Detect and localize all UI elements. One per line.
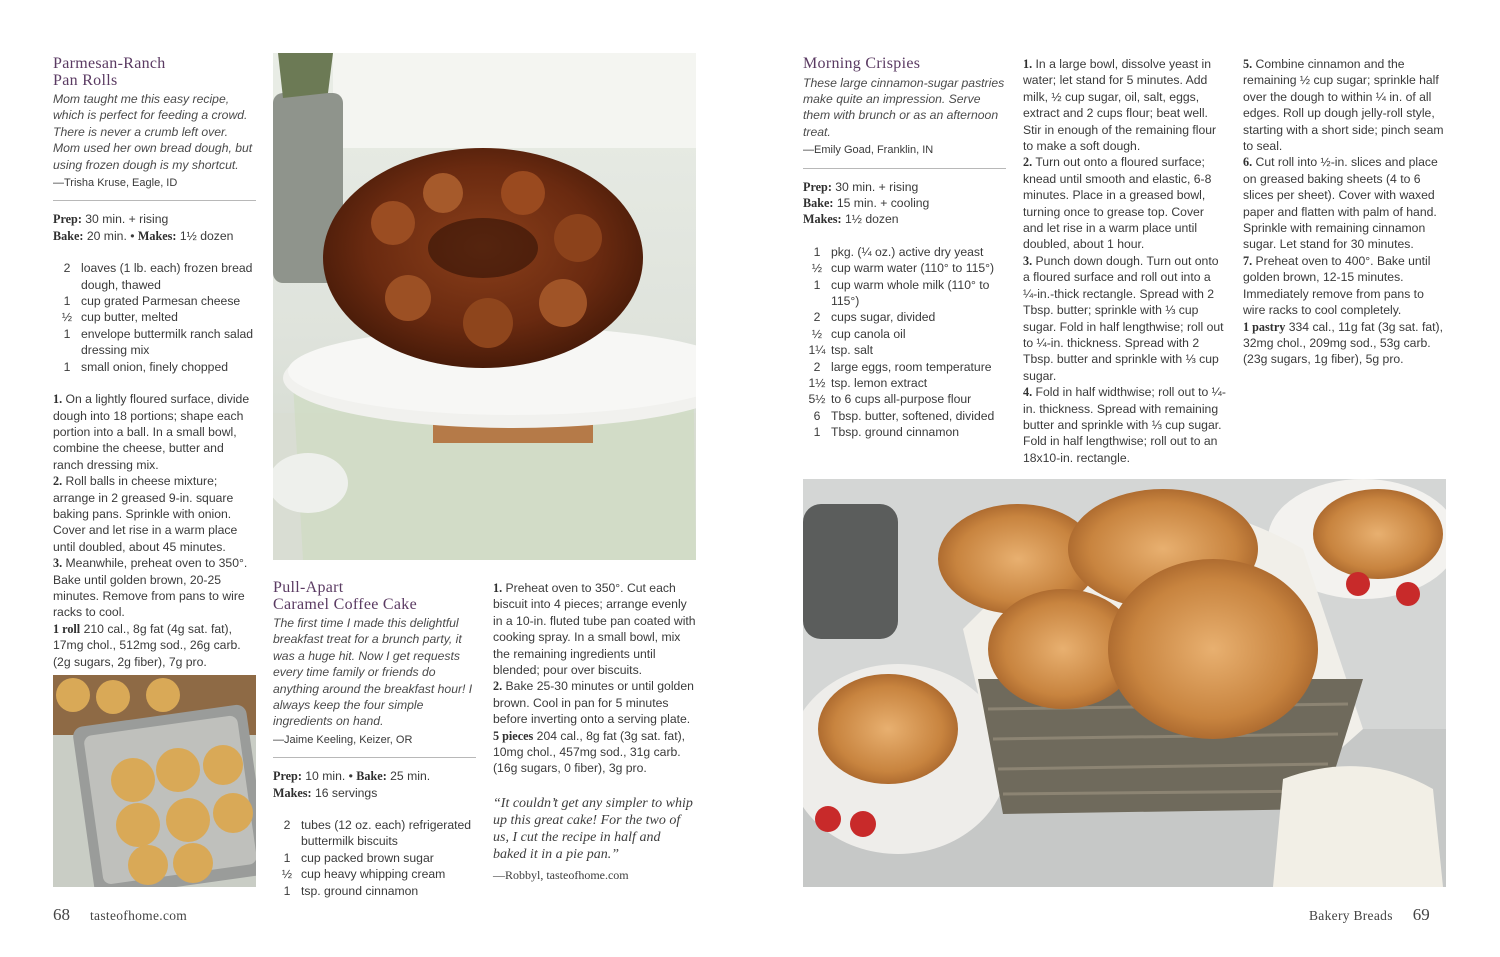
step-text: Punch down dough. Turn out onto a floured surface and roll out into a ¼-in.-thick rectangle. Spread with 2 Tbsp. butter; sprinkle with ⅓ cup sugar. Fold in half lengthwise; roll out to ¼-in. thickness. Spread with 2 Tbsp. butter and sprinkle with ⅓ cup sugar. xyxy=(1023,253,1224,383)
recipe-parmesan-ranch-rolls xyxy=(53,56,256,670)
step-number: 2. xyxy=(53,474,63,489)
prep-label: Prep: xyxy=(803,179,832,194)
step xyxy=(53,391,256,473)
nutrition-label: 1 pastry xyxy=(1243,319,1286,334)
ingredient-item xyxy=(53,359,256,375)
ingredient-item xyxy=(803,244,1006,260)
recipe-author: —Jaime Keeling, Keizer, OR xyxy=(273,733,413,746)
recipe-intro: Mom taught me this easy recipe, which is perfect for feeding a crowd. There is never a crumb left over. Mom used her own bread dough, but using frozen dough is my shortcut. xyxy=(53,92,253,172)
step-number: 3. xyxy=(1023,253,1033,268)
step xyxy=(1023,56,1226,154)
ingredient-list xyxy=(53,260,256,375)
prep-time: 10 min. • xyxy=(305,769,353,784)
recipe-title-line: Parmesan-Ranch xyxy=(53,55,166,72)
ingredient-text: small onion, finely chopped xyxy=(81,359,229,374)
ingredient-qty: 1 xyxy=(63,294,71,309)
reader-quote: “It couldn’t get any simpler to whip up this great cake! For the two of us, I cut the recipe in half and baked it in a pie pan.” xyxy=(493,795,693,862)
ingredient-qty: ½ xyxy=(281,867,293,882)
ingredient-item xyxy=(803,309,1006,325)
ingredient-qty: 1 xyxy=(813,244,821,259)
divider xyxy=(53,200,256,201)
ingredient-qty: 1 xyxy=(63,359,71,374)
step-number: 2. xyxy=(493,679,503,694)
step-number: 1. xyxy=(1023,57,1033,71)
bake-label: Bake: xyxy=(356,769,387,784)
bake-label: Bake: xyxy=(53,228,84,243)
nutrition-text: 210 cal., 8g fat (4g sat. fat), 17mg chol., 512mg sod., 26g carb. (2g sugars, 2g fiber), 7g pro. xyxy=(53,621,241,669)
ingredient-qty: 2 xyxy=(813,310,821,325)
nutrition-label: 5 pieces xyxy=(493,728,534,743)
photo-morning-crispies xyxy=(803,479,1446,887)
ingredient-qty: ½ xyxy=(811,326,823,341)
recipe-title-line: Pan Rolls xyxy=(53,71,118,89)
makes-label: Makes: xyxy=(273,785,312,800)
bake-time: 15 min. + cooling xyxy=(836,195,930,210)
recipe-title xyxy=(53,56,256,89)
ingredient-item xyxy=(273,850,476,866)
step-text: In a large bowl, dissolve yeast in water; let stand for 5 minutes. Add milk, ½ cup sugar, oil, salt, eggs, extract and 2 cups flour; beat well. Stir in enough of the remaining flour to make a soft dough. xyxy=(1023,57,1217,154)
divider xyxy=(273,757,476,758)
recipe-title: Morning Crispies xyxy=(803,55,921,72)
step-number: 7. xyxy=(1243,253,1253,268)
ingredient-text: tsp. lemon extract xyxy=(831,376,928,390)
step-text: Cut roll into ½-in. slices and place on greased baking sheets (4 to 6 slices per sheet). Cover with waxed paper and flatten with palm of hand. Sprinkle with remaining cinnamon sugar. Let stand for 30 minutes. xyxy=(1243,155,1438,252)
step-number: 1. xyxy=(53,392,63,407)
ingredient-item xyxy=(53,326,256,359)
ingredient-text: cup warm water (110° to 115°) xyxy=(831,261,995,276)
ingredient-qty: 2 xyxy=(813,359,821,374)
ingredient-item xyxy=(803,277,1006,310)
quote-author: —Robbyl, tasteofhome.com xyxy=(493,867,629,882)
yield: 16 servings xyxy=(314,785,378,800)
right-footer xyxy=(1309,905,1430,925)
recipe-morning-crispies xyxy=(803,56,1006,457)
ingredient-item xyxy=(273,866,476,882)
step-text: Combine cinnamon and the remaining ½ cup sugar; sprinkle half over the dough to within ¼ in. of all edges. Roll up dough jelly-roll style, starting with a short side; pinch seam to seal. xyxy=(1243,57,1444,154)
ingredient-qty: 2 xyxy=(283,818,291,833)
ingredient-qty: 6 xyxy=(813,408,821,423)
morning-crispies-image xyxy=(803,479,1446,887)
step xyxy=(1243,56,1446,154)
step-number: 4. xyxy=(1023,385,1033,400)
page-number: 69 xyxy=(1412,905,1430,924)
step-number: 3. xyxy=(53,556,63,571)
photo-parmesan-rolls xyxy=(53,675,256,887)
ingredient-text: Tbsp. ground cinnamon xyxy=(831,425,960,440)
step-number: 6. xyxy=(1243,155,1253,170)
prep-label: Prep: xyxy=(53,212,82,227)
ingredient-item xyxy=(803,424,1006,440)
site-name: tasteofhome.com xyxy=(90,908,188,923)
bake-label: Bake: xyxy=(803,195,834,210)
ingredient-list xyxy=(273,817,476,899)
prep-time: 30 min. + rising xyxy=(835,179,919,194)
page-number: 68 xyxy=(53,905,70,924)
ingredient-qty: 2 xyxy=(63,261,71,276)
step-number: 1. xyxy=(493,581,503,595)
step xyxy=(1243,154,1446,252)
ingredient-text: cup grated Parmesan cheese xyxy=(81,294,241,309)
ingredient-text: cup packed brown sugar xyxy=(301,850,434,865)
ingredient-item xyxy=(803,391,1006,407)
recipe-author: —Trisha Kruse, Eagle, ID xyxy=(53,177,178,190)
bake-time: 20 min. • xyxy=(86,228,135,243)
recipe-intro: The first time I made this delightful breakfast treat for a brunch party, it was a huge hit. Now I get requests every time family or friends do anything around the breakfast hour! I always keep the four simple ingredients on hand. xyxy=(273,616,473,729)
ingredient-text: to 6 cups all-purpose flour xyxy=(831,392,972,407)
nutrition-label: 1 roll xyxy=(53,621,81,636)
step xyxy=(1023,253,1226,384)
ingredient-qty: 5½ xyxy=(808,392,826,407)
ingredient-item xyxy=(803,408,1006,424)
ingredient-text: large eggs, room temperature xyxy=(831,359,992,374)
step-text: Preheat oven to 350°. Cut each biscuit into 4 pieces; arrange evenly in a 10-in. fluted tube pan coated with cooking spray. In a small bowl, mix the remaining ingredients until blended; pour over biscuits. xyxy=(493,581,696,678)
ingredient-text: pkg. (¼ oz.) active dry yeast xyxy=(831,244,984,259)
prep-time: 30 min. + rising xyxy=(85,212,169,227)
step-text: Meanwhile, preheat oven to 350°. Bake until golden brown, 20-25 minutes. Remove from pans to wire racks to cool. xyxy=(53,556,248,620)
ingredient-item xyxy=(803,375,1006,391)
step xyxy=(1023,384,1226,466)
step xyxy=(53,473,256,555)
ingredient-qty: 1 xyxy=(283,883,291,898)
makes-label: Makes: xyxy=(803,212,842,227)
ingredient-qty: ½ xyxy=(811,261,823,276)
step-number: 2. xyxy=(1023,155,1033,170)
section-name: Bakery Breads xyxy=(1309,908,1393,923)
ingredient-text: loaves (1 lb. each) frozen bread dough, thawed xyxy=(81,261,253,292)
ingredient-text: Tbsp. butter, softened, divided xyxy=(831,408,995,423)
photo-caramel-coffee-cake xyxy=(273,53,696,560)
ingredient-item xyxy=(803,359,1006,375)
step xyxy=(1023,154,1226,252)
step-number: 5. xyxy=(1243,57,1253,71)
recipe-meta xyxy=(273,768,476,801)
ingredient-text: cups sugar, divided xyxy=(831,310,936,325)
ingredient-text: cup canola oil xyxy=(831,326,906,341)
ingredient-text: envelope buttermilk ranch salad dressing mix xyxy=(81,326,254,358)
ingredient-text: cup heavy whipping cream xyxy=(301,867,446,882)
ingredient-qty: 1 xyxy=(813,425,821,440)
recipe-steps xyxy=(53,391,256,621)
ingredient-list xyxy=(803,244,1006,441)
step-text: Turn out onto a floured surface; knead until smooth and elastic, 6-8 minutes. Place in a greased bowl, turning once to grease top. Cover and let rise in a warm place until doubled, about 1 hour. xyxy=(1023,155,1212,252)
ingredient-qty: 1½ xyxy=(808,376,826,390)
ingredient-qty: 1¼ xyxy=(808,343,826,358)
recipe-title-line: Caramel Coffee Cake xyxy=(273,595,418,613)
ingredient-item xyxy=(53,260,256,293)
ingredient-item xyxy=(53,309,256,325)
recipe-morning-crispies-steps-b xyxy=(1243,56,1446,368)
ingredient-text: cup warm whole milk (110° to 115°) xyxy=(831,277,990,308)
left-footer xyxy=(53,905,187,925)
ingredient-qty: 1 xyxy=(813,277,821,292)
ingredient-item xyxy=(803,326,1006,342)
ingredient-item xyxy=(273,883,476,899)
ingredient-text: tsp. ground cinnamon xyxy=(301,883,419,898)
step xyxy=(493,678,696,727)
step xyxy=(53,555,256,621)
nutrition-facts xyxy=(53,621,256,670)
nutrition-facts xyxy=(1243,319,1446,368)
parmesan-rolls-image xyxy=(53,675,256,887)
yield: 1½ dozen xyxy=(179,228,234,243)
nutrition-text: 204 cal., 8g fat (3g sat. fat), 10mg chol., 457mg sod., 31g carb. (16g sugars, 0 fiber), 3g pro. xyxy=(493,728,686,776)
ingredient-text: cup butter, melted xyxy=(81,310,178,325)
ingredient-item xyxy=(273,817,476,850)
caramel-coffee-cake-image xyxy=(273,53,696,560)
nutrition-facts xyxy=(493,728,696,777)
recipe-author: —Emily Goad, Franklin, IN xyxy=(803,144,934,157)
yield: 1½ dozen xyxy=(844,212,899,227)
step xyxy=(493,580,696,678)
ingredient-item xyxy=(53,293,256,309)
recipe-pull-apart-steps xyxy=(493,580,696,883)
ingredient-qty: ½ xyxy=(61,310,73,325)
ingredient-item xyxy=(803,260,1006,276)
nutrition-text: 334 cal., 11g fat (3g sat. fat), 32mg chol., 209mg sod., 53g carb. (23g sugars, 1g fiber), 5g pro. xyxy=(1243,319,1443,367)
divider xyxy=(803,168,1006,169)
ingredient-text: tsp. salt xyxy=(831,343,873,358)
ingredient-qty: 1 xyxy=(63,326,71,341)
recipe-pull-apart-caramel-cake xyxy=(273,580,476,899)
recipe-meta xyxy=(53,211,256,244)
ingredient-qty: 1 xyxy=(283,850,291,865)
recipe-title xyxy=(273,580,476,613)
ingredient-text: tubes (12 oz. each) refrigerated buttermilk biscuits xyxy=(301,818,472,849)
ingredient-item xyxy=(803,342,1006,358)
recipe-title-line: Pull-Apart xyxy=(273,579,344,596)
step-text: Fold in half widthwise; roll out to ¼-in. thickness. Spread with remaining butter and sprinkle with ⅓ cup sugar. Fold in half lengthwise; roll out to an 18x10-in. rectangle. xyxy=(1023,385,1226,465)
recipe-morning-crispies-steps-a xyxy=(1023,56,1226,466)
step-text: Preheat oven to 400°. Bake until golden brown, 12-15 minutes. Immediately remove from pans to wire racks to cool completely. xyxy=(1243,253,1431,318)
prep-label: Prep: xyxy=(273,769,302,784)
step-text: On a lightly floured surface, divide dough into 18 portions; shape each portion into a ball. In a small bowl, combine the cheese, butter and ranch dressing mix. xyxy=(53,392,250,472)
bake-time: 25 min. xyxy=(390,769,431,784)
recipe-intro: These large cinnamon-sugar pastries make quite an impression. Serve them with brunch or as an afternoon treat. xyxy=(803,75,1005,139)
step xyxy=(1243,253,1446,319)
step-text: Roll balls in cheese mixture; arrange in 2 greased 9-in. square baking pans. Sprinkle with onion. Cover and let rise in a warm place until doubled, about 45 minutes. xyxy=(53,474,238,554)
step-text: Bake 25-30 minutes or until golden brown. Cool in pan for 5 minutes before inverting onto a serving plate. xyxy=(493,679,694,727)
makes-label: Makes: xyxy=(137,228,177,243)
recipe-meta xyxy=(803,179,1006,228)
